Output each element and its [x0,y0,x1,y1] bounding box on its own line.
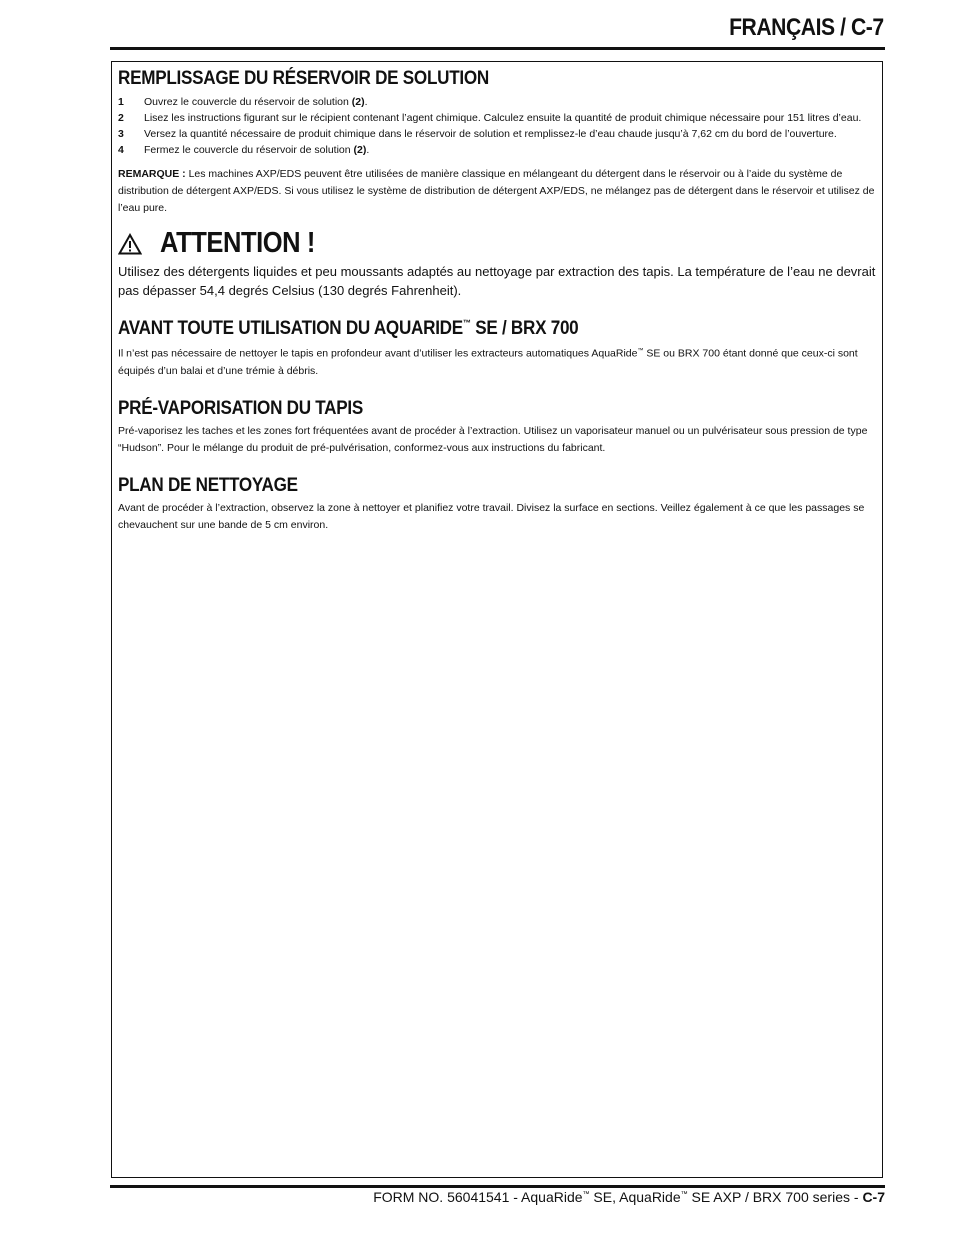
remark-text: Les machines AXP/EDS peuvent être utilisées de manière classique en mélangeant du détergent dans le réservoir ou à l’aide du système de distribution de détergent AXP/EDS. Si vous utilisez le système de distribution de détergent AXP/EDS, ne mélangez pas de détergent dans le réservoir et utilisez de l’eau pure. [118,168,875,214]
footer-text: SE AXP / BRX 700 series - [687,1189,863,1205]
step-ref: (2) [353,144,367,156]
section-body: Pré-vaporisez les taches et les zones fort fréquentées avant de procéder à l’extraction. Utilisez un vaporisateur manuel ou un pulvérisateur sous pression de type “Hudson”. Pour le mélange du produit de pré-pulvérisation, conformez-vous aux instructions du fabricant. [118,424,868,454]
attention-text: Utilisez des détergents liquides et peu moussants adaptés au nettoyage par extraction des tapis. La température de l’eau ne devrait pas dépasser 54,4 degrés Celsius (130 degrés Fahrenheit). [118,264,876,298]
step-text: Lisez les instructions figurant sur le récipient contenant l’agent chimique. Calculez ensuite la quantité de produit chimique nécessaire pour 151 litres d’eau. [144,112,862,124]
section-title: REMPLISSAGE DU RÉSERVOIR DE SOLUTION [118,68,489,89]
step-number: 3 [118,128,124,140]
section-title [118,318,802,340]
step-item [118,94,878,110]
section-attention [118,227,878,300]
trademark-mark: ™ [582,1191,590,1198]
step-item [118,142,878,158]
attention-heading [118,227,878,260]
page-number: C-7 [862,1189,885,1205]
step-ref: (2) [351,96,365,108]
step-number: 2 [118,112,124,124]
section-title: PRÉ-VAPORISATION DU TAPIS [118,397,364,419]
trademark-mark: ™ [462,318,471,328]
trademark-mark: ™ [637,348,644,354]
section-title: PLAN DE NETTOYAGE [118,474,298,496]
body-part: Il n’est pas nécessaire de nettoyer le tapis en profondeur avant d’utiliser les extracteurs automatiques AquaRide [118,347,638,360]
step-number: 4 [118,144,124,156]
section-prespray [118,398,878,457]
trademark-mark: ™ [680,1191,688,1198]
remark-label: REMARQUE : [118,168,186,180]
body-part: SE ou BRX 700 étant donné que ceux-ci sont équipés d’un balai et d’une trémie à débris. [118,347,858,377]
steps-list [118,94,878,158]
warning-triangle-icon [118,233,142,255]
step-tail: . [366,144,370,156]
footer-rule [110,1185,885,1188]
step-text: Ouvrez le couvercle du réservoir de solution [144,96,352,108]
section-cleaning-plan [118,475,878,534]
attention-title: ATTENTION ! [160,227,315,259]
section-fill-tank [118,68,878,217]
step-tail: . [364,96,368,108]
step-number: 1 [118,96,124,108]
step-text: Fermez le couvercle du réservoir de solution [144,144,354,156]
title-part: SE / BRX 700 [470,318,579,339]
step-item [118,110,878,126]
page-content [118,68,878,534]
section-before-use [118,318,878,380]
footer-text: FORM NO. 56041541 - AquaRide [373,1189,583,1205]
page-header-title: FRANÇAIS / C-7 [729,14,884,41]
section-body [118,343,878,380]
section-body: Avant de procéder à l’extraction, observez la zone à nettoyer et planifiez votre travail. Divisez la surface en sections. Veillez également à ce que les passages se chevauchent sur une bande de 5 cm environ. [118,501,865,531]
footer-text: SE, AquaRide [589,1189,681,1205]
step-text: Versez la quantité nécessaire de produit chimique dans le réservoir de solution et remplissez-le d’eau chaude jusqu’à 7,62 cm du bord de l’ouverture. [144,128,837,140]
header-rule [110,47,885,50]
remark-note [118,166,878,217]
step-item [118,126,878,142]
title-part: AVANT TOUTE UTILISATION DU AQUARIDE [118,318,463,339]
page-footer [373,1189,885,1205]
